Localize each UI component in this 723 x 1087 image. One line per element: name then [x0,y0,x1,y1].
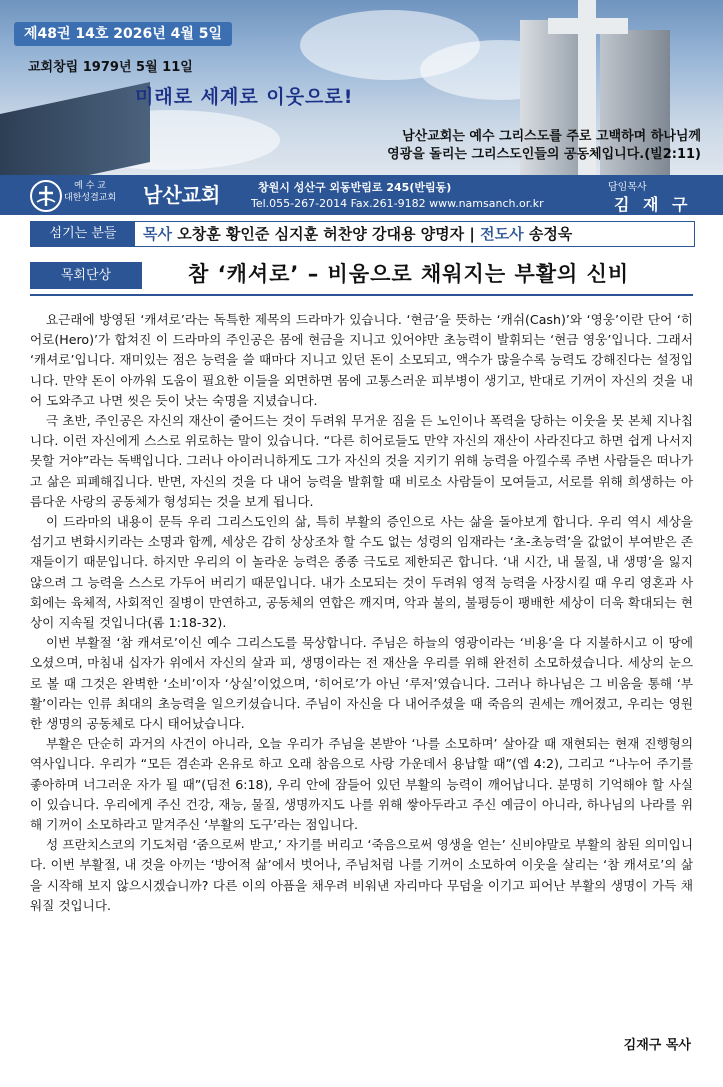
evangelist-title: 전도사 [480,225,524,243]
column-author: 김재구 목사 [623,1038,691,1053]
church-contact: Tel.055-267-2014 Fax.261-9182 www.namsanch.or.kr [251,197,544,210]
motto-line: 영광을 돌리는 그리스도인들의 공동체입니다.(빌2:11) [387,147,701,162]
senior-pastor-label: 담임목사 [608,182,647,193]
denomination-line: 예 수 교 [74,181,106,191]
ministers-row [30,221,695,247]
paragraph: 성 프란치스코의 기도처럼 ‘줌으로써 받고,’ 자기를 버리고 ‘죽음으로써 영생을 얻는’ 신비야말로 부활의 참된 의미입니다. 이번 부활절, 내 것을 아끼는 ‘방어적 삶’에서 벗어나, 주님처럼 나를 기꺼이 소모하여 이웃을 살리는 ‘참 캐셔로’의 삶을 시작해 보지 않으시겠습니까? 다른 이의 아픔을 채우려 비워낸 자리마다 무덤을 이기고 피어난 부활의 생명이 가득 채워질 것입니다. [30,837,693,913]
column-title: 참 ‘캐셔로’ – 비움으로 채워지는 부활의 신비 [188,262,630,286]
issue-badge: 제48권 14호 2026년 4월 5일 [14,22,232,46]
ministers-list [143,223,572,245]
ministers-separator: | [469,225,475,243]
ministers-label: 섬기는 분들 [31,222,135,246]
title-rule [30,294,693,296]
paragraph: 부활은 단순히 과거의 사건이 아니라, 오늘 우리가 주님을 본받아 ‘나를 소모하며’ 살아갈 때 재현되는 현재 진행형의 역사입니다. 우리가 “모든 겸손과 온유로 하고 오래 참음으로 사랑 가운데서 용납할 때”(엡 4:2), 그리고 “나누어 주기를 좋아하며 너그러운 자가 될 때”(딤전 6:18), 우리 안에 잠들어 있던 부활의 능력이 깨어납니다. 분명히 기억해야 할 사실이 있습니다. 우리에게 주신 건강, 재능, 물질, 생명까지도 나를 위해 쌓아두라고 주신 예금이 아니라, 하나님의 나라를 위해 기꺼이 소모하라고 맡겨주신 ‘부활의 도구’라는 점입니다. [30,736,693,833]
church-logo-icon [30,180,62,212]
church-name: 남산교회 [143,183,221,207]
church-slogan: 미래로 세계로 이웃으로! [135,86,354,108]
building-wing-left [0,82,150,175]
senior-pastor-name: 김 재 구 [614,195,692,214]
church-info-bar [0,175,723,215]
denomination [64,180,116,204]
cross-horizontal [548,18,628,34]
header-banner [0,0,723,175]
paragraph: 이 드라마의 내용이 문득 우리 그리스도인의 삶, 특히 부활의 증인으로 사는 삶을 돌아보게 합니다. 우리 역시 세상을 섬기고 변화시키라는 소명과 함께, 세상은 감히 상상조차 할 수도 없는 성령의 임재라는 ‘초-초능력’을 값없이 부여받은 존재들이기 때문입니다. 하지만 우리의 이 놀라운 능력은 종종 극도로 제한되곤 합니다. ‘내 시간, 내 물질, 내 생명’을 잃지 않으려 그 능력을 스스로 가두어 버리기 때문입니다. 내가 소모되는 것이 두려워 영적 능력을 사장시킬 때 우리 영혼과 사회에는 육체적, 사회적인 질병이 만연하고, 공동체의 연합은 깨지며, 악과 불의, 불평등이 팽배한 세상이 더욱 확대되는 현상이 지속될 것입니다(롬 1:18-32). [30,514,693,631]
denomination-line: 대한성결교회 [64,193,117,203]
paragraph: 요근래에 방영된 ‘캐셔로’라는 독특한 제목의 드라마가 있습니다. ‘현금’을 뜻하는 ‘캐쉬(Cash)’와 ‘영웅’이란 단어 ‘히어로(Hero)’가 합쳐진 이 드라마의 주인공은 몸에 현금을 지니고 있어야만 초능력이 발휘되는 ‘현금 영웅’입니다. 그래서 ‘캐셔로’입니다. 재미있는 점은 능력을 쓸 때마다 지니고 있던 돈이 소모되고, 액수가 많을수록 능력도 강해진다는 설정입니다. 만약 돈이 아까워 도움이 필요한 이들을 외면하면 몸에 고통스러운 피부병이 생기고, 반대로 기꺼이 자신의 것을 내어 도와주고 나면 씻은 듯이 낫는 숙명을 지녔습니다. [30,312,693,408]
paragraph: 극 초반, 주인공은 자신의 재산이 줄어드는 것이 두려워 무거운 짐을 든 노인이나 폭력을 당하는 이웃을 못 본체 지나칩니다. 이런 자신에게 스스로 위로하는 말이 있습니다. “다른 히어로들도 만약 자신의 재산이 사라진다고 하면 쉽게 나서지 못할 거야”라는 독백입니다. 그러나 아이러니하게도 그가 자신의 것을 지키기 위해 능력을 아낄수록 주변 사람들은 떠나가고 삶은 피폐해집니다. 반면, 자신의 것을 다 내어 능력을 발휘할 때 비로소 사람들이 모여들고, 서로를 위해 희생하는 아름다운 사랑의 공동체가 형성되는 것을 보게 됩니다. [30,413,693,509]
column-body [30,310,693,916]
evangelist-name: 송정욱 [528,225,573,243]
church-motto [361,128,701,164]
column-tag: 목회단상 [30,262,142,289]
pastor-names: 오창훈 황인준 심지훈 허찬양 강대용 양명자 [177,225,465,243]
church-address: 창원시 성산구 외동반림로 245(반림동) [258,181,452,194]
motto-line: 남산교회는 예수 그리스도를 주로 고백하며 하나님께 [402,129,701,144]
founding-date: 교회창립 1979년 5월 11일 [28,60,193,75]
pastor-title: 목사 [143,225,172,243]
paragraph: 이번 부활절 ‘참 캐셔로’이신 예수 그리스도를 묵상합니다. 주님은 하늘의 영광이라는 ‘비용’을 다 지불하시고 이 땅에 오셨으며, 마침내 십자가 위에서 자신의 살과 피, 생명이라는 전 재산을 우리를 위해 완전히 소모하셨습니다. 세상의 눈으로 볼 때 그것은 완벽한 ‘소비’이자 ‘상실’이었으며, ‘히어로’가 아닌 ‘루저’였습니다. 그러나 하나님은 그 비움을 통해 ‘부활’이라는 인류 최대의 초능력을 일으키셨습니다. 주님이 자신을 다 내어주셨을 때 죽음의 권세는 깨어졌고, 우리는 영원한 생명의 공동체로 다시 태어났습니다. [30,635,693,732]
